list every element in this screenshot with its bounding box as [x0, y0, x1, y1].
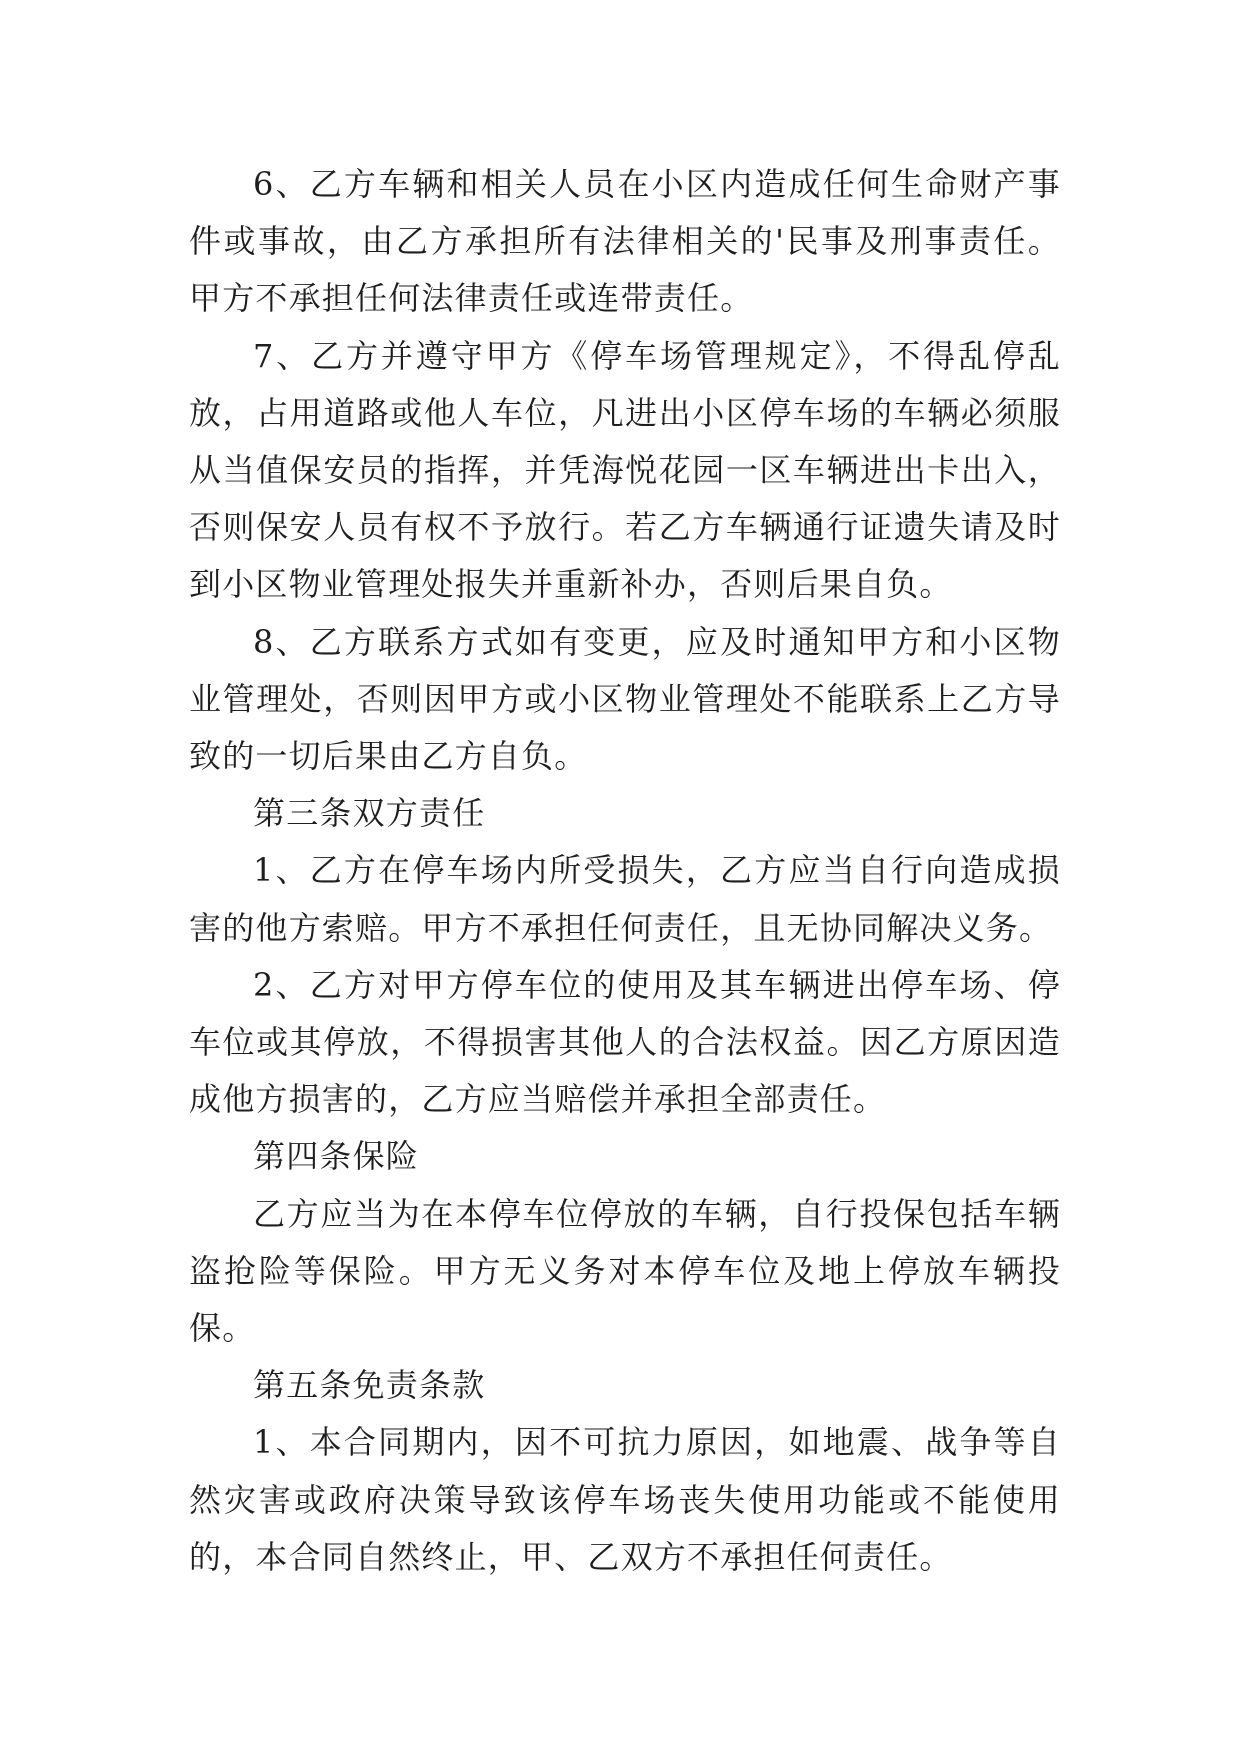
article-4-heading: 第四条保险 — [253, 1137, 420, 1176]
article-3-item-1-paragraph: 1、乙方在停车场内所受损失，乙方应当自行向造成损害的他方索赔。甲方不承担任何责任，且无协同解决义务。 — [189, 851, 1061, 947]
article-3-item-2-paragraph: 2、乙方对甲方停车位的使用及其车辆进出停车场、停车位或其停放，不得损害其他人的合法权益。因乙方原因造成他方损害的，乙方应当赔偿并承担全部责任。 — [189, 965, 1061, 1119]
clause-6-paragraph: 6、乙方车辆和相关人员在小区内造成任何生命财产事件或事故，由乙方承担所有法律相关的'民事及刑事责任。甲方不承担任何法律责任或连带责任。 — [189, 165, 1061, 318]
article-5-item-1-paragraph: 1、本合同期内，因不可抗力原因，如地震、战争等自然灾害或政府决策导致该停车场丧失使用功能或不能使用的，本合同自然终止，甲、乙双方不承担任何责任。 — [189, 1423, 1061, 1576]
article-4-paragraph: 乙方应当为在本停车位停放的车辆，自行投保包括车辆盗抢险等保险。甲方无义务对本停车位及地上停放车辆投保。 — [189, 1194, 1061, 1348]
clause-7-paragraph: 7、乙方并遵守甲方《停车场管理规定》，不得乱停乱放，占用道路或他人车位，凡进出小区停车场的车辆必须服从当值保安员的指挥，并凭海悦花园一区车辆进出卡出入，否则保安人员有权不予放行。若乙方车辆通行证遗失请及时到小区物业管理处报失并重新补办，否则后果自负。 — [189, 336, 1061, 604]
article-3-heading: 第三条双方责任 — [253, 794, 486, 833]
document-body — [189, 156, 1061, 1586]
clause-8-paragraph: 8、乙方联系方式如有变更，应及时通知甲方和小区物业管理处，否则因甲方或小区物业管理处不能联系上乙方导致的一切后果由乙方自负。 — [189, 622, 1061, 776]
article-5-heading: 第五条免责条款 — [253, 1366, 486, 1405]
